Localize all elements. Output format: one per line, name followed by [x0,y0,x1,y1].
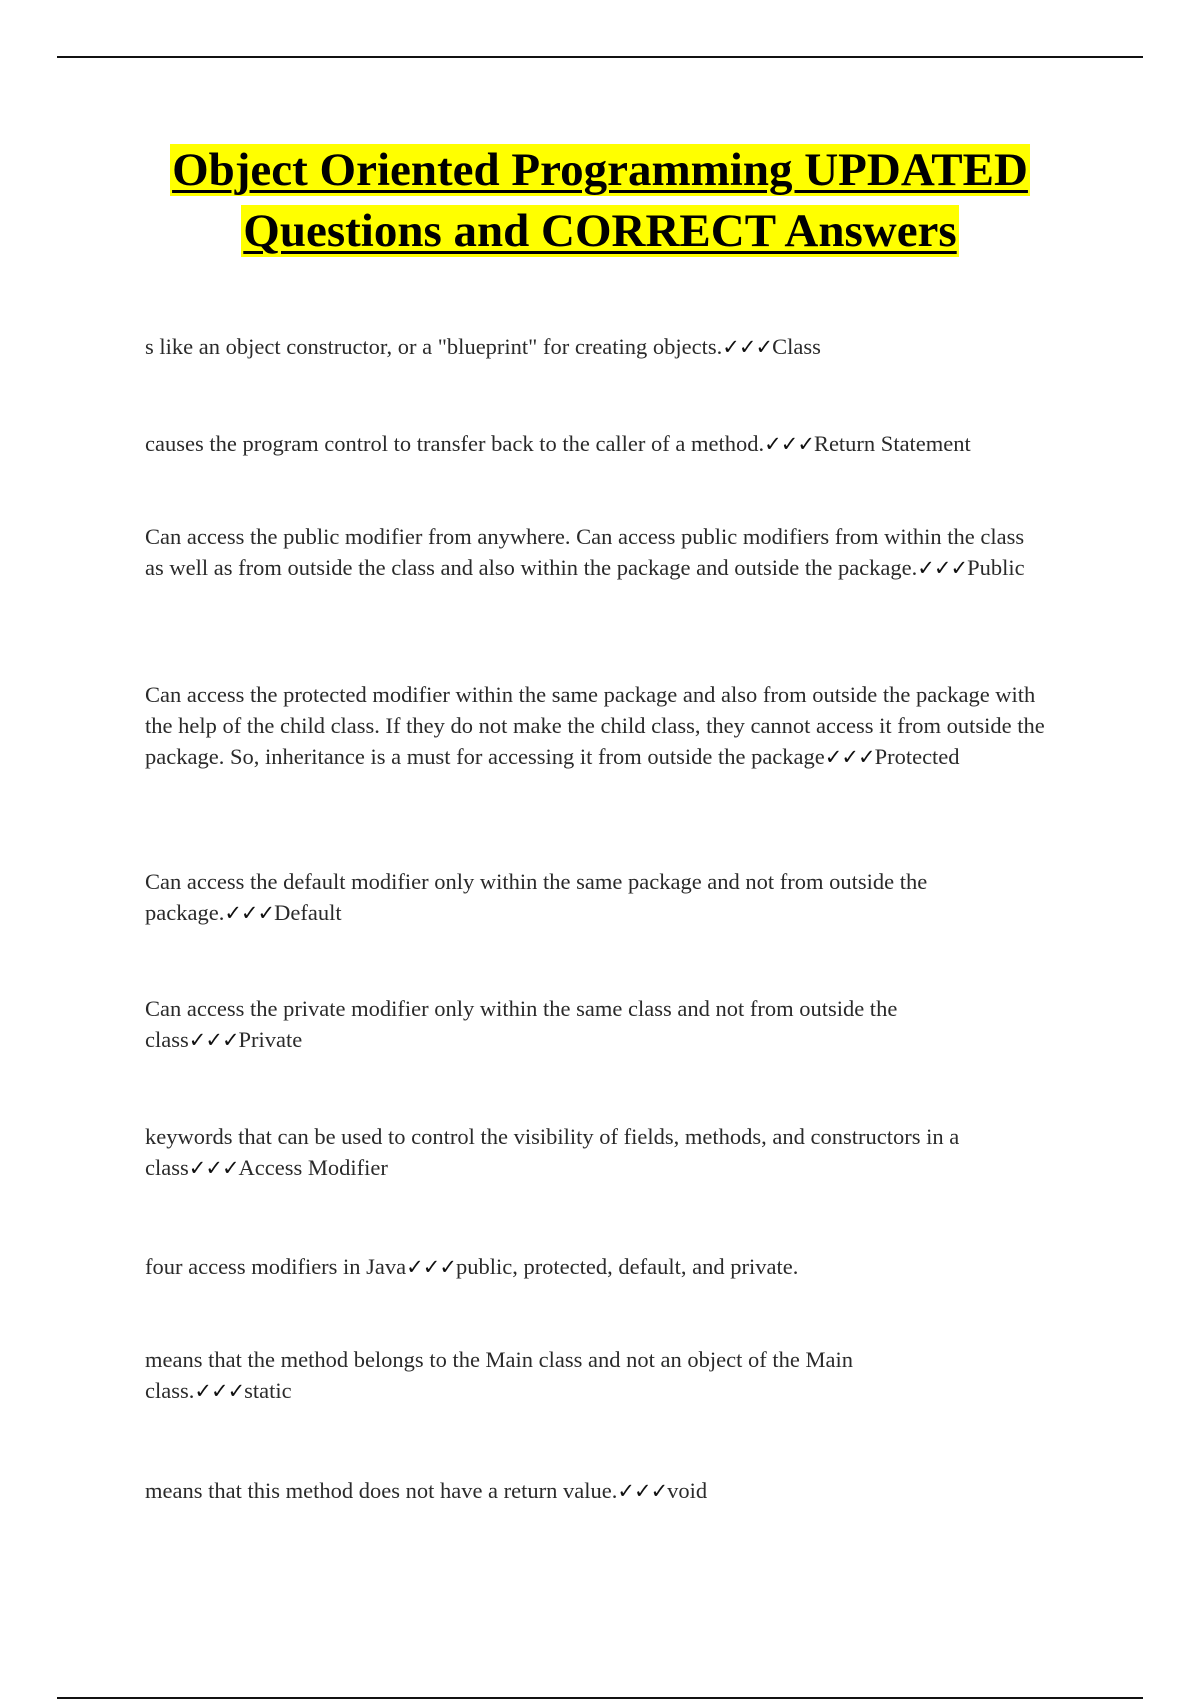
document-title [0,140,1200,262]
check-marks: ✓✓✓ [194,1379,245,1403]
qa-answer: Access Modifier [238,1155,388,1180]
qa-question: s like an object constructor, or a "blueprint" for creating objects. [145,334,723,359]
qa-answer: Default [274,900,342,925]
qa-question: causes the program control to transfer back to the caller of a method. [145,431,765,456]
check-marks: ✓✓✓ [188,1156,239,1180]
qa-question: keywords that can be used to control the visibility of fields, methods, and constructors in a class [145,1124,960,1180]
qa-question: means that this method does not have a return value. [145,1478,618,1503]
qa-answer: Class [772,334,821,359]
check-marks: ✓✓✓ [617,1479,668,1503]
qa-answer: Protected [874,744,960,769]
check-marks: ✓✓✓ [722,335,773,359]
bottom-rule [57,1697,1143,1699]
qa-item [145,866,995,929]
qa-item [145,331,1045,363]
check-marks: ✓✓✓ [188,1028,239,1052]
title-line-2: Questions and CORRECT Answers [243,205,957,257]
qa-item [145,428,1065,460]
check-marks: ✓✓✓ [917,556,968,580]
qa-answer: Return Statement [813,431,971,456]
qa-question: means that the method belongs to the Main class and not an object of the Main class. [145,1347,853,1403]
qa-item [145,1344,925,1407]
check-marks: ✓✓✓ [406,1255,456,1279]
title-line-1: Object Oriented Programming UPDATED [172,144,1028,196]
check-marks: ✓✓✓ [224,901,275,925]
qa-item [145,1121,1035,1184]
qa-answer: void [667,1478,708,1503]
qa-item [145,521,1045,584]
qa-question: Can access the default modifier only within the same package and not from outside the package. [145,869,928,925]
qa-answer: public, protected, default, and private. [455,1254,799,1279]
qa-item [145,1251,1065,1283]
qa-item [145,1475,1065,1507]
qa-question: Can access the protected modifier within the same package and also from outside the package with the help of the child class. If they do not make the child class, they cannot access it from outside the package. So, inheritance is a must for accessing it from outside the package [145,682,1045,769]
qa-item [145,993,965,1056]
top-rule [57,56,1143,58]
qa-answer: Public [967,555,1025,580]
check-marks: ✓✓✓ [824,745,875,769]
check-marks: ✓✓✓ [764,432,814,456]
qa-question: Can access the private modifier only within the same class and not from outside the class [145,996,898,1052]
qa-answer: static [244,1378,292,1403]
qa-answer: Private [238,1027,303,1052]
qa-item [145,679,1065,773]
qa-question: Can access the public modifier from anywhere. Can access public modifiers from within the class as well as from outside the class and also within the package and outside the package. [145,524,1025,580]
qa-question: four access modifiers in Java [145,1254,407,1279]
